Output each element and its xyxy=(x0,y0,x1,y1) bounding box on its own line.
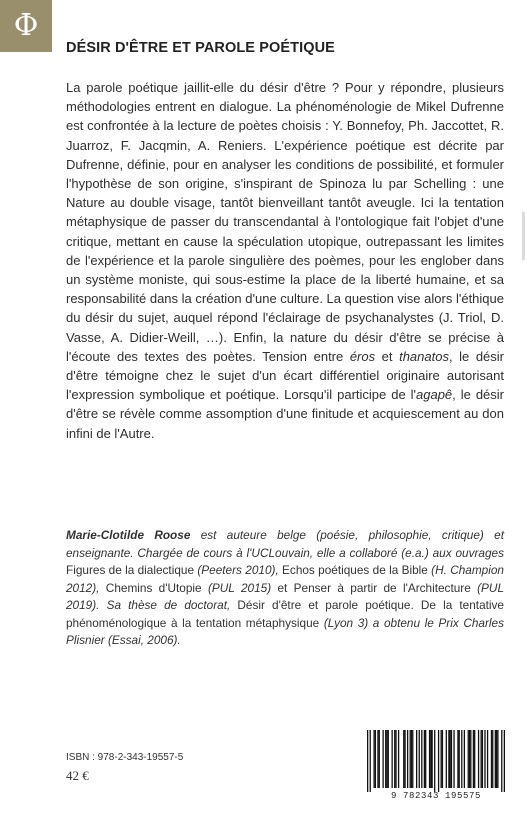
barcode-bar xyxy=(492,730,493,788)
barcode-bar xyxy=(382,730,383,788)
abstract-run: La parole poétique jaillit-elle du désir d'être ? Pour y répondre, plusieurs méthodologies entrent en dialogue. La phénoménologie de Mikel Dufrenne est confrontée à la lecture de poètes choisis : Y. Bonnefoy, Ph. Jaccottet, R. Juarroz, F. Jacqmin, A. Reniers. L'expérience poétique est décrite par Dufrenne, définie, pour en analyser les conditions de possibilité, et formuler l'hypothèse de son origine, s'inspirant de Spinoza lu par Schelling : une Nature au double visage, tantôt bienveillant tantôt aveugle. Ici la tentation métaphysique de passer du transcendantal à l'ontologique fait l'objet d'une critique, mettant en cause la spéculation utopique, outrepassant les limites de l'expérience et la parole singulière des poèmes, pour les englober dans un système moniste, qui sous-estime la place de la liberté humaine, et sa responsabilité dans la création d'une culture. La question vise alors l'éthique du désir du sujet, auquel répond l'éclairage de psychanalystes (J. Triol, D. Vasse, A. Didier-Weill, …). Enfin, la nature du désir d'être se précise à l'écoute des textes des poètes. Tension entre xyxy=(66,80,504,364)
author-bio xyxy=(66,527,504,650)
barcode-bar xyxy=(438,730,439,792)
barcode-bar xyxy=(474,730,475,788)
barcode-bar xyxy=(404,730,405,788)
barcode-bar xyxy=(484,730,485,788)
barcode-bar xyxy=(407,730,408,788)
barcode-bar xyxy=(470,730,471,788)
barcode-bar xyxy=(457,730,458,788)
abstract-run: , le désir d'être se révèle comme assomption d'une finitude et acquiescement au don infini de l'Autre. xyxy=(66,387,504,441)
barcode-bar xyxy=(496,730,497,788)
bio-run: Echos poétiques de la Bible xyxy=(282,563,428,577)
barcode-bar xyxy=(497,730,498,788)
barcode-number: 9 782343 195575 xyxy=(390,791,481,801)
barcode-bar xyxy=(367,730,368,792)
barcode-bar xyxy=(392,730,393,788)
barcode-bar xyxy=(504,730,505,792)
bio-run: et xyxy=(277,580,294,595)
barcode-bar xyxy=(394,730,395,788)
book-title: DÉSIR D'ÊTRE ET PAROLE POÉTIQUE xyxy=(66,40,335,56)
barcode-bar xyxy=(429,730,430,788)
barcode-bar xyxy=(412,730,413,788)
barcode-bar xyxy=(398,730,399,788)
bio-run: Figures de la dialectique xyxy=(66,563,195,577)
barcode-bar xyxy=(370,730,371,792)
abstract-run: agapê xyxy=(416,387,453,403)
abstract-text xyxy=(66,78,504,443)
barcode-bar xyxy=(424,730,425,788)
barcode-bar xyxy=(453,730,454,788)
abstract-run: éros xyxy=(349,348,376,364)
barcode-bar xyxy=(495,730,496,788)
price-label: 42 € xyxy=(66,768,89,783)
barcode-bar xyxy=(446,730,447,788)
barcode-bar xyxy=(451,730,452,788)
barcode-bar xyxy=(375,730,376,788)
barcode-bar xyxy=(473,730,474,788)
barcode-bar xyxy=(478,730,479,788)
abstract-run: , le désir d'être témoigne chez le sujet d'un écart différentiel originaire autorisant l'expression symbolique et poétique. Lorsqu'il participe de l' xyxy=(66,348,505,403)
barcode-bar xyxy=(411,730,412,788)
barcode-bar xyxy=(388,730,389,788)
barcode-bar xyxy=(373,730,374,788)
barcode-bar xyxy=(395,730,396,788)
bio-run: Désir d'être et parole poétique. De la tentative phénoménologique à la tentation métaphysique xyxy=(66,598,504,630)
barcode-bar xyxy=(468,730,469,788)
bio-run: (PUL 2015) xyxy=(201,580,278,595)
bio-run: Chemins d'Utopie xyxy=(105,580,202,595)
barcode-bar xyxy=(434,730,435,792)
bio-run: est auteure belge (poésie, philosophie, critique) et enseignante. Chargée de cours à l'UCLouvain, elle a collaboré (e.a.) aux ouvrages xyxy=(66,528,504,560)
barcode-bar xyxy=(461,730,462,788)
barcode-bar xyxy=(469,730,470,788)
barcode-bar xyxy=(450,730,451,788)
author-name: Marie-Clotilde Roose xyxy=(66,528,191,542)
barcode-bar xyxy=(491,730,492,788)
barcode-bar xyxy=(403,730,404,788)
barcode-bar xyxy=(431,730,432,788)
barcode-bar xyxy=(410,730,411,788)
abstract-run: thanatos xyxy=(399,348,449,364)
barcode xyxy=(367,730,505,792)
bio-run: (PUL 2019). Sa thèse de doctorat, xyxy=(66,580,504,612)
barcode-bar xyxy=(377,730,378,788)
barcode-bar xyxy=(487,730,488,788)
barcode-bar xyxy=(416,730,417,788)
barcode-bar xyxy=(501,730,502,792)
abstract-run: et xyxy=(375,348,400,364)
barcode-bar xyxy=(448,730,449,788)
barcode-bar xyxy=(482,730,483,788)
bio-run: Penser à partir de l'Architecture xyxy=(293,580,471,595)
barcode-bar xyxy=(385,730,386,788)
barcode-bar xyxy=(379,730,380,788)
barcode-bar xyxy=(421,730,422,788)
barcode-bar xyxy=(442,730,443,788)
phi-logo-icon: Φ xyxy=(13,8,39,43)
barcode-bar xyxy=(459,730,460,788)
barcode-bar xyxy=(464,730,465,788)
barcode-bar xyxy=(430,730,431,788)
barcode-bar xyxy=(419,730,420,788)
bio-run: (Lyon 3) a obtenu le Prix Charles Plisnier (Essai, 2006). xyxy=(66,615,504,647)
publisher-logo xyxy=(0,0,52,52)
bio-run: (H. Champion 2012), xyxy=(66,563,504,595)
barcode-bar xyxy=(441,730,442,788)
barcode-bar xyxy=(386,730,387,788)
barcode-bar xyxy=(481,730,482,788)
barcode-bar xyxy=(425,730,426,788)
isbn-label: ISBN : 978-2-343-19557-5 xyxy=(66,752,184,763)
bio-run: (Peeters 2010), xyxy=(194,563,283,577)
